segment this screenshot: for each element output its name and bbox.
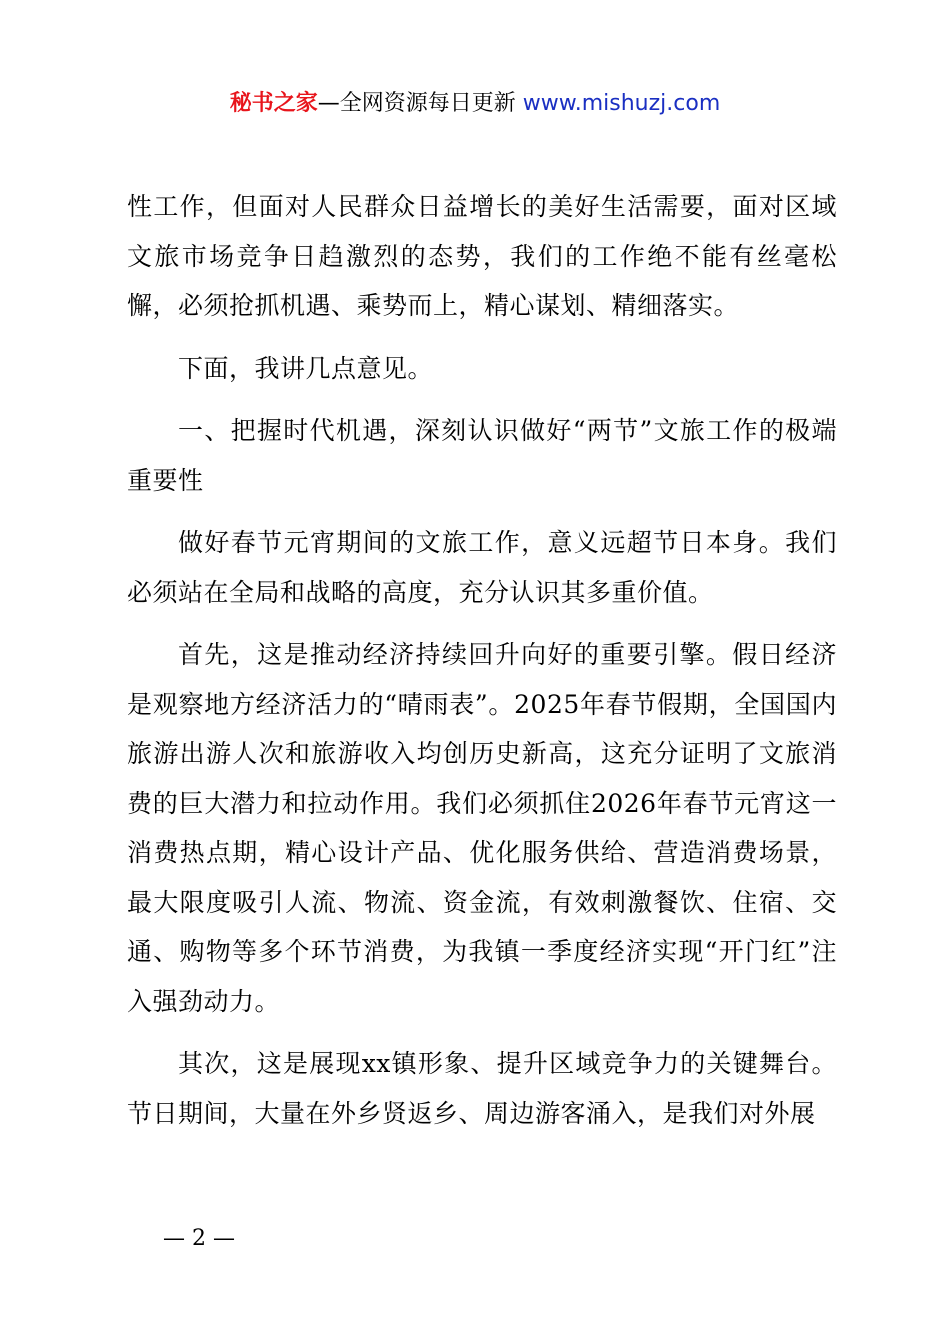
paragraph-continued: 性工作，但面对人民群众日益增长的美好生活需要，面对区域文旅市场竞争日趋激烈的态势，我们的工作绝不能有丝毫松懈，必须抢抓机遇、乘势而上，精心谋划、精细落实。	[127, 192, 837, 320]
site-url-link[interactable]: www.mishuzj.com	[522, 91, 721, 116]
paragraph: 首先，这是推动经济持续回升向好的重要引擎。假日经济是观察地方经济活力的“晴雨表”。2025年春节假期，全国国内旅游出游人次和旅游收入均创历史新高，这充分证明了文旅消费的巨大潜力和拉动作用。我们必须抓住2026年春节元宵这一消费热点期，精心设计产品、优化服务供给、营造消费场景，最大限度吸引人流、物流、资金流，有效刺激餐饮、住宿、交通、购物等多个环节消费，为我镇一季度经济实现“开门红”注入强劲动力。	[127, 640, 837, 1016]
paragraph-intro: 下面，我讲几点意见。	[178, 353, 434, 383]
paragraph: 做好春节元宵期间的文旅工作，意义远超节日本身。我们必须站在全局和战略的高度，充分认识其多重价值。	[127, 528, 837, 607]
header-slogan: —全网资源每日更新	[317, 91, 516, 116]
brand-name: 秘书之家	[229, 91, 318, 116]
page-header	[0, 86, 950, 122]
document-body	[127, 182, 837, 1151]
section-heading: 一、把握时代机遇，深刻认识做好“两节”文旅工作的极端重要性	[127, 416, 837, 495]
paragraph: 其次，这是展现xx镇形象、提升区域竞争力的关键舞台。节日期间，大量在外乡贤返乡、周边游客涌入，是我们对外展	[127, 1049, 837, 1128]
page-number: — 2 —	[163, 1226, 235, 1251]
